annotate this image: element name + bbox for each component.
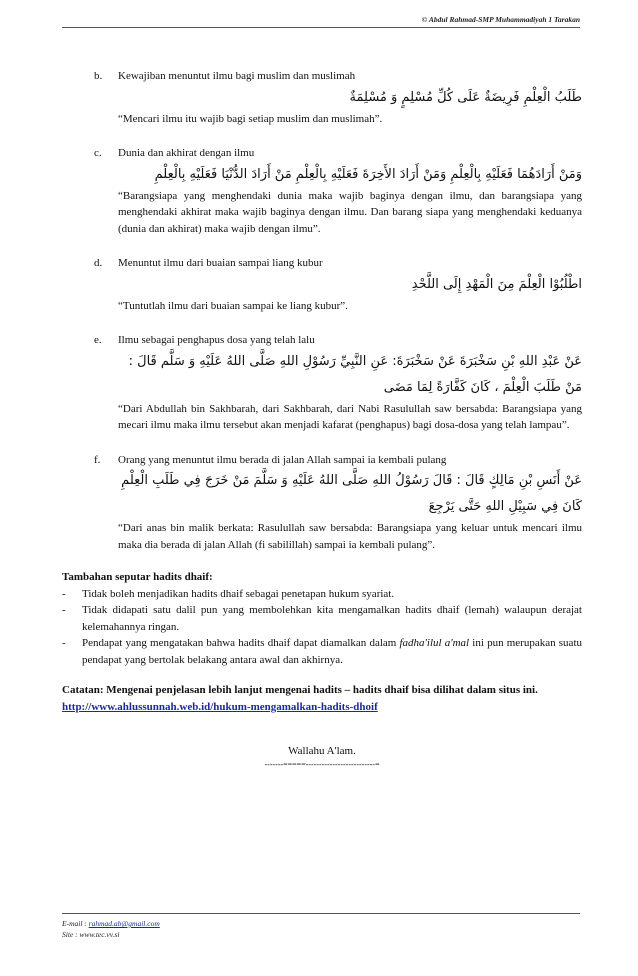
- hadith-item: [62, 452, 582, 554]
- item-title: Dunia dan akhirat dengan ilmu: [118, 147, 255, 159]
- footer-site: Site : www.tec.vv.si: [62, 929, 120, 939]
- translation: “Tuntutlah ilmu dari buaian sampai ke liang kubur”.: [118, 299, 348, 312]
- reference-link[interactable]: http://www.ahlussunnah.web.id/hukum-mengamalkan-hadits-dhoif: [62, 700, 378, 713]
- header-rule: [62, 27, 580, 28]
- note-text: Catatan: Mengenai penjelasan lebih lanjut mengenai hadits – hadits dhaif bisa dilihat dalam situs ini.: [62, 684, 538, 696]
- arabic-text: وَمَنْ أَرَادَهُمَا فَعَلَيْهِ بِالْعِلْمِ وَمَنْ أَرَادَ الأَخِرَةَ فَعَلَيْهِ بِالْعِلْمِ مَنْ أَرَادَ الدُّنْيَا فَعَلَيْهِ بِالْعِلْمِ: [154, 166, 582, 182]
- hadith-item: [62, 68, 582, 127]
- supplement-section: [62, 569, 582, 668]
- item-letter: b.: [94, 70, 103, 82]
- list-item: [62, 586, 582, 603]
- page-header: © Abdul Rahmad-SMP Muhammadiyah 1 Tarakan: [421, 15, 580, 24]
- translation: “Mencari ilmu itu wajib bagi setiap muslim dan muslimah”.: [118, 112, 383, 125]
- list-item-text: Tidak didapati satu dalil pun yang membolehkan kita mengamalkan hadits dhaif (lemah) walaupun derajat kelemahannya ringan.: [82, 604, 582, 633]
- item-title: Orang yang menuntut ilmu berada di jalan Allah sampai ia kembali pulang: [118, 453, 447, 466]
- item-title: Ilmu sebagai penghapus dosa yang telah lalu: [118, 334, 315, 346]
- note-section: [62, 682, 582, 715]
- arabic-text: عَنْ أَنَسِ بْنِ مَالِكٍ قَالَ : قَالَ رَسُوْلُ اللهِ صَلَّى اللهُ عَلَيْهِ وَ سَلَّمَ مَنْ خَرَجَ فِي طَلَبِ الْعِلْمِ كَانَ فِي سَبِيْلِ اللهِ حَتَّى يَرْجِعَ: [121, 473, 582, 514]
- list-item-text: Pendapat yang mengatakan bahwa hadits dhaif dapat diamalkan dalam: [82, 637, 400, 649]
- hadith-item: [62, 332, 582, 434]
- item-letter: c.: [94, 147, 102, 159]
- email-link[interactable]: rahmad.ab@gmail.com: [88, 919, 160, 928]
- bullet: -: [62, 587, 66, 600]
- supplement-list: [62, 586, 582, 669]
- footer-email-line: [62, 919, 160, 930]
- item-letter: d.: [94, 257, 103, 269]
- closing-text: Wallahu A'lam.: [288, 745, 356, 757]
- translation: “Dari Abdullah bin Sakhbarah, dari Sakhbarah, dari Nabi Rasulullah saw bersabda: Barangsiapa yang mecari ilmu maka ilmu tersebut akan menjadi kafarat (penghapus) bagi dosa-dosa yang telah lampau”.: [118, 402, 582, 431]
- email-label: E-mail :: [62, 919, 89, 928]
- supplement-heading: Tambahan seputar hadits dhaif:: [62, 571, 213, 583]
- arabic-text: عَنْ عَبْدِ اللهِ بْنِ سَخْبَرَةَ عَنْ سَخْبَرَةَ: عَنِ النَّبِيِّ رَسُوْلِ اللهِ صَلَّى اللهُ عَلَيْهِ وَ سَلَّم قَالَ : مَنْ طَلَبَ الْعِلْمَ ، كَانَ كَفَّارَةً لِمَا مَضَى: [128, 353, 582, 395]
- list-item-text: ini pun merupakan suatu pendapat yang bertolak belakang antara awal dan akhirnya.: [82, 637, 582, 666]
- footer-rule: [62, 913, 580, 914]
- bullet: -: [62, 637, 66, 649]
- content: [62, 68, 582, 769]
- bullet: -: [62, 604, 66, 616]
- item-letter: e.: [94, 334, 102, 346]
- list-item-text: Tidak boleh menjadikan hadits dhaif sebagai penetapan hukum syariat.: [82, 587, 395, 600]
- page-footer: [62, 919, 160, 940]
- item-title: Menuntut ilmu dari buaian sampai liang kubur: [118, 257, 323, 269]
- arabic-text: طَلَبُ الْعِلْمِ فَرِيضَةٌ عَلَى كُلِّ مُسْلِمٍ وَ مُسْلِمَةٌ: [349, 89, 582, 105]
- list-item: [62, 635, 582, 668]
- list-item: [62, 602, 582, 635]
- hadith-item: [62, 145, 582, 237]
- italic-term: fadha'ilul a'mal: [399, 637, 470, 649]
- arabic-text: اطْلُبُوْا الْعِلْمَ مِنَ الْمَهْدِ إِلَى اللَّحْدِ: [411, 276, 582, 292]
- closing-rule: -------=====--------------------------=: [264, 759, 380, 769]
- item-letter: f.: [94, 453, 101, 466]
- hadith-item: [62, 255, 582, 314]
- item-title: Kewajiban menuntut ilmu bagi muslim dan muslimah: [118, 70, 356, 82]
- translation: “Dari anas bin malik berkata: Rasulullah saw bersabda: Barangsiapa yang keluar untuk mencari ilmu maka dia berada di jalan Allah (fi sabilillah) sampai ia kembali pulang”.: [118, 522, 582, 551]
- translation: “Barangsiapa yang menghendaki dunia maka wajib baginya dengan ilmu, dan barangsiapa yang menghendaki akhirat maka wajib baginya dengan ilmu. Dan barang siapa yang menghendaki keduanya (dunia dan akhirat) maka wajib dengan ilmu”.: [118, 189, 582, 235]
